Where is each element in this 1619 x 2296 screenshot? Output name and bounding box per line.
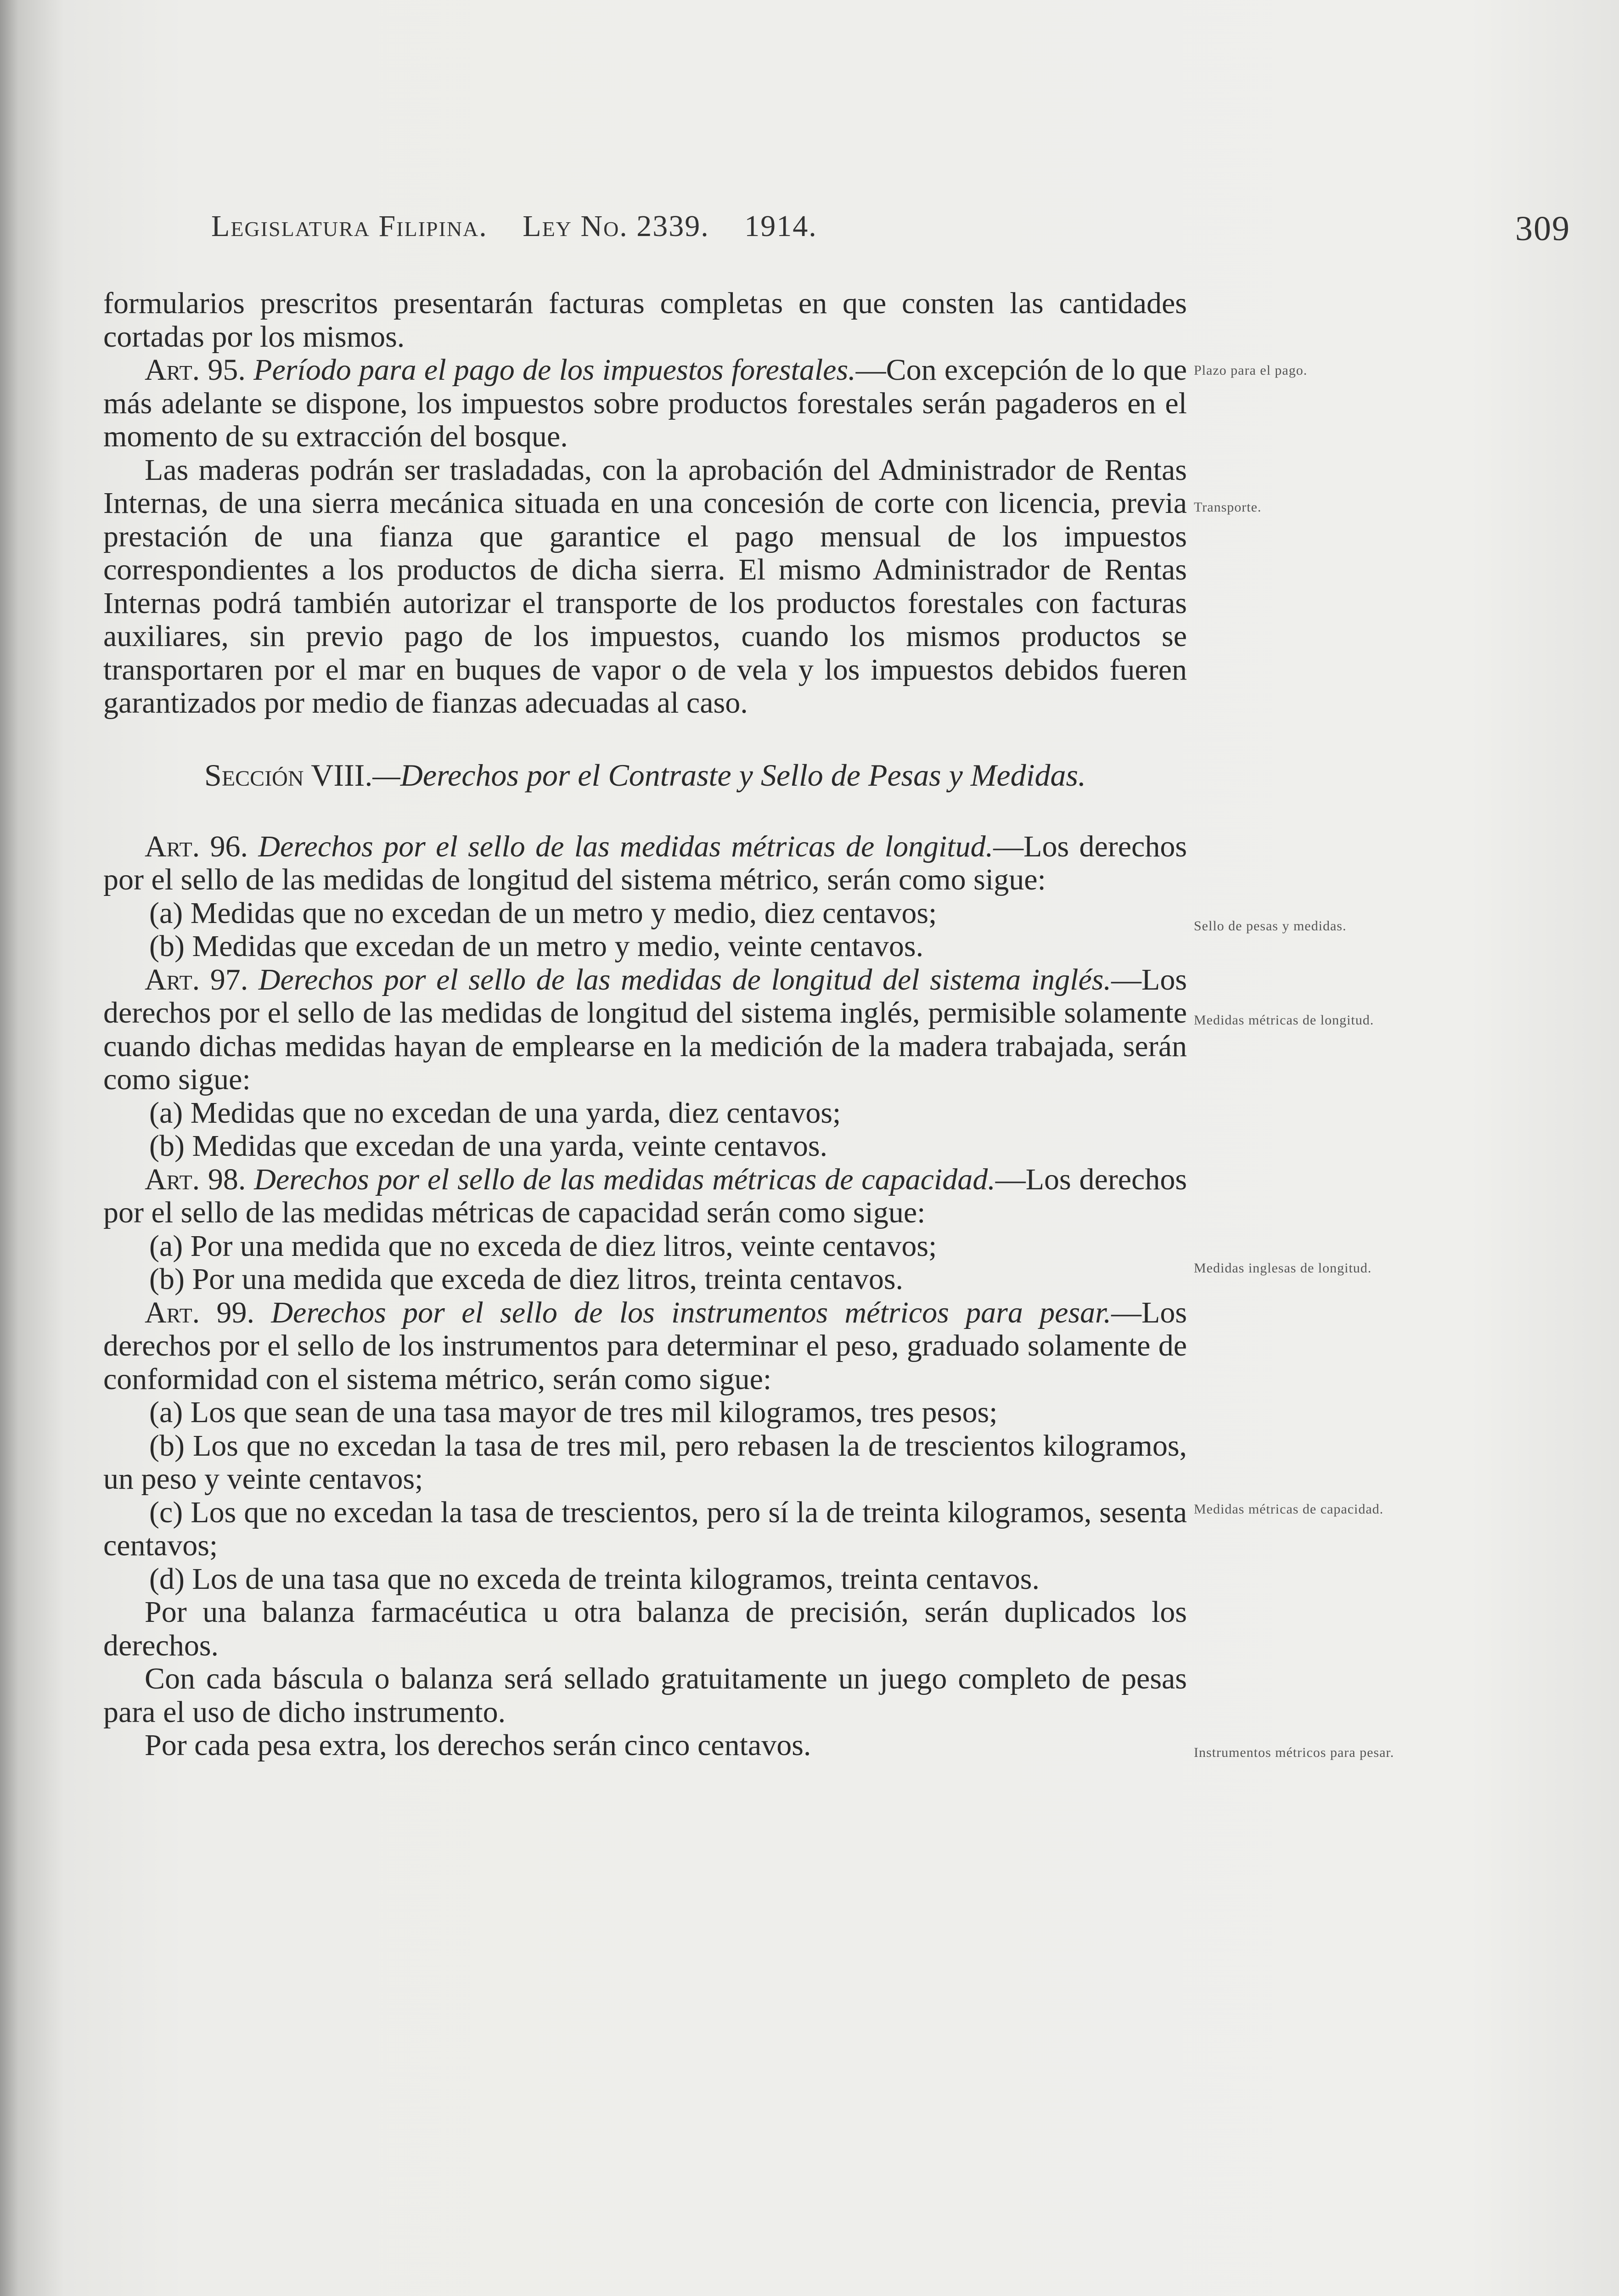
page-number: 309 (1515, 209, 1570, 248)
section-label: Sección VIII. (204, 757, 373, 793)
article-label: Art. 96. (145, 829, 248, 863)
paragraph-continuation: formularios prescritos presentarán facturas completas en que consten las cantidades cortadas por los mismos. (103, 287, 1187, 354)
article-96-item-a: (a) Medidas que no excedan de un metro y medio, diez centavos; (149, 896, 937, 930)
running-title (211, 209, 844, 244)
sidenote-transporte: Transporte. (1194, 500, 1262, 515)
article-97-item-b: (b) Medidas que excedan de una yarda, veinte centavos. (149, 1129, 828, 1163)
article-98 (103, 1163, 1187, 1230)
running-header (211, 209, 1570, 246)
sidenote-metricas-longitud: Medidas métricas de longitud. (1194, 1013, 1374, 1028)
sidenote-plazo: Plazo para el pago. (1194, 363, 1308, 378)
article-99-item-a: (a) Los que sean de una tasa mayor de tres mil kilogramos, tres pesos; (149, 1396, 998, 1429)
paragraph-pesa: Por cada pesa extra, los derechos serán cinco centavos. (145, 1728, 811, 1762)
sidenote-inglesas-longitud: Medidas inglesas de longitud. (1194, 1261, 1372, 1276)
article-label: Art. 99. (145, 1295, 255, 1329)
article-97 (103, 963, 1187, 1097)
article-text: —Los derechos por el sello de las medidas métricas de capacidad serán como sigue: (103, 1162, 1187, 1229)
sidenote-instrumentos: Instrumentos métricos para pesar. (1194, 1745, 1394, 1760)
article-title: Derechos por el sello de las medidas de longitud del sistema inglés. (258, 962, 1111, 996)
article-title: Período para el pago de los impuestos forestales. (253, 353, 856, 387)
article-95 (103, 354, 1187, 454)
article-title: Derechos por el sello de las medidas métricas de longitud. (258, 829, 994, 863)
article-text: —Los derechos por el sello de los instrumentos para determinar el peso, graduado solamente de conformidad con el sistema métrico, serán como sigue: (103, 1295, 1187, 1396)
article-96 (103, 830, 1187, 897)
paragraph-balanza: Por una balanza farmacéutica u otra balanza de precisión, serán duplicados los derechos. (103, 1595, 1187, 1662)
paragraph-maderas: Las maderas podrán ser trasladadas, con la aprobación del Administrador de Rentas Internas, de una sierra mecánica situada en una concesión de corte con licencia, previa prestación de una fianza que garantice el pago mensual de los impuestos correspondientes a los productos de dicha sierra. El mismo Administrador de Rentas Internas podrá también autorizar el transporte de los productos forestales con facturas auxiliares, sin previo pago de los impuestos, cuando los mismos productos se transportaren por el mar en buques de vapor o de vela y los impuestos debidos fueren garantizados por medio de fianzas adecuadas al caso. (103, 453, 1187, 720)
article-98-item-a: (a) Por una medida que no exceda de diez litros, veinte centavos; (149, 1229, 937, 1263)
article-98-item-b: (b) Por una medida que exceda de diez litros, treinta centavos. (149, 1262, 904, 1296)
article-97-item-a: (a) Medidas que no excedan de una yarda, diez centavos; (149, 1096, 841, 1130)
article-99-item-d: (d) Los de una tasa que no exceda de treinta kilogramos, treinta centavos. (149, 1562, 1040, 1596)
article-text: —Los derechos por el sello de las medidas de longitud del sistema métrico, serán como sigue: (103, 829, 1187, 896)
article-title: Derechos por el sello de las medidas métricas de capacidad. (254, 1162, 995, 1196)
article-text: —Con excepción de lo que más adelante se dispone, los impuestos sobre productos forestales serán pagaderos en el momento de su extracción del bosque. (103, 353, 1187, 453)
article-label: Art. 97. (145, 962, 248, 996)
paragraph-bascula: Con cada báscula o balanza será sellado gratuitamente un juego completo de pesas para el uso de dicho instrumento. (103, 1662, 1187, 1729)
sidenote-metricas-capacidad: Medidas métricas de capacidad. (1194, 1502, 1384, 1517)
running-title-year: 1914. (744, 209, 817, 243)
sidenote-sello: Sello de pesas y medidas. (1194, 918, 1347, 934)
article-99 (103, 1296, 1187, 1396)
article-text: —Los derechos por el sello de las medidas de longitud del sistema inglés, permisible solamente cuando dichas medidas hayan de emplearse en la medición de la madera trabajada, serán como sigue: (103, 962, 1187, 1096)
article-99-item-c: (c) Los que no excedan la tasa de trescientos, pero sí la de treinta kilogramos, sesenta centavos; (103, 1495, 1187, 1562)
article-label: Art. 95. (145, 353, 246, 387)
section-heading (103, 757, 1187, 793)
article-label: Art. 98. (145, 1162, 246, 1196)
article-title: Derechos por el sello de los instrumentos métricos para pesar. (271, 1295, 1112, 1329)
running-title-legislature: Legislatura Filipina. (211, 209, 488, 243)
body-text (103, 287, 1187, 1762)
section-title: —Derechos por el Contraste y Sello de Pesas y Medidas. (372, 757, 1086, 793)
article-96-item-b: (b) Medidas que excedan de un metro y medio, veinte centavos. (149, 929, 924, 963)
running-title-law: Ley No. 2339. (523, 209, 709, 243)
article-99-item-b: (b) Los que no excedan la tasa de tres mil, pero rebasen la de trescientos kilogramos, un peso y veinte centavos; (103, 1429, 1187, 1496)
